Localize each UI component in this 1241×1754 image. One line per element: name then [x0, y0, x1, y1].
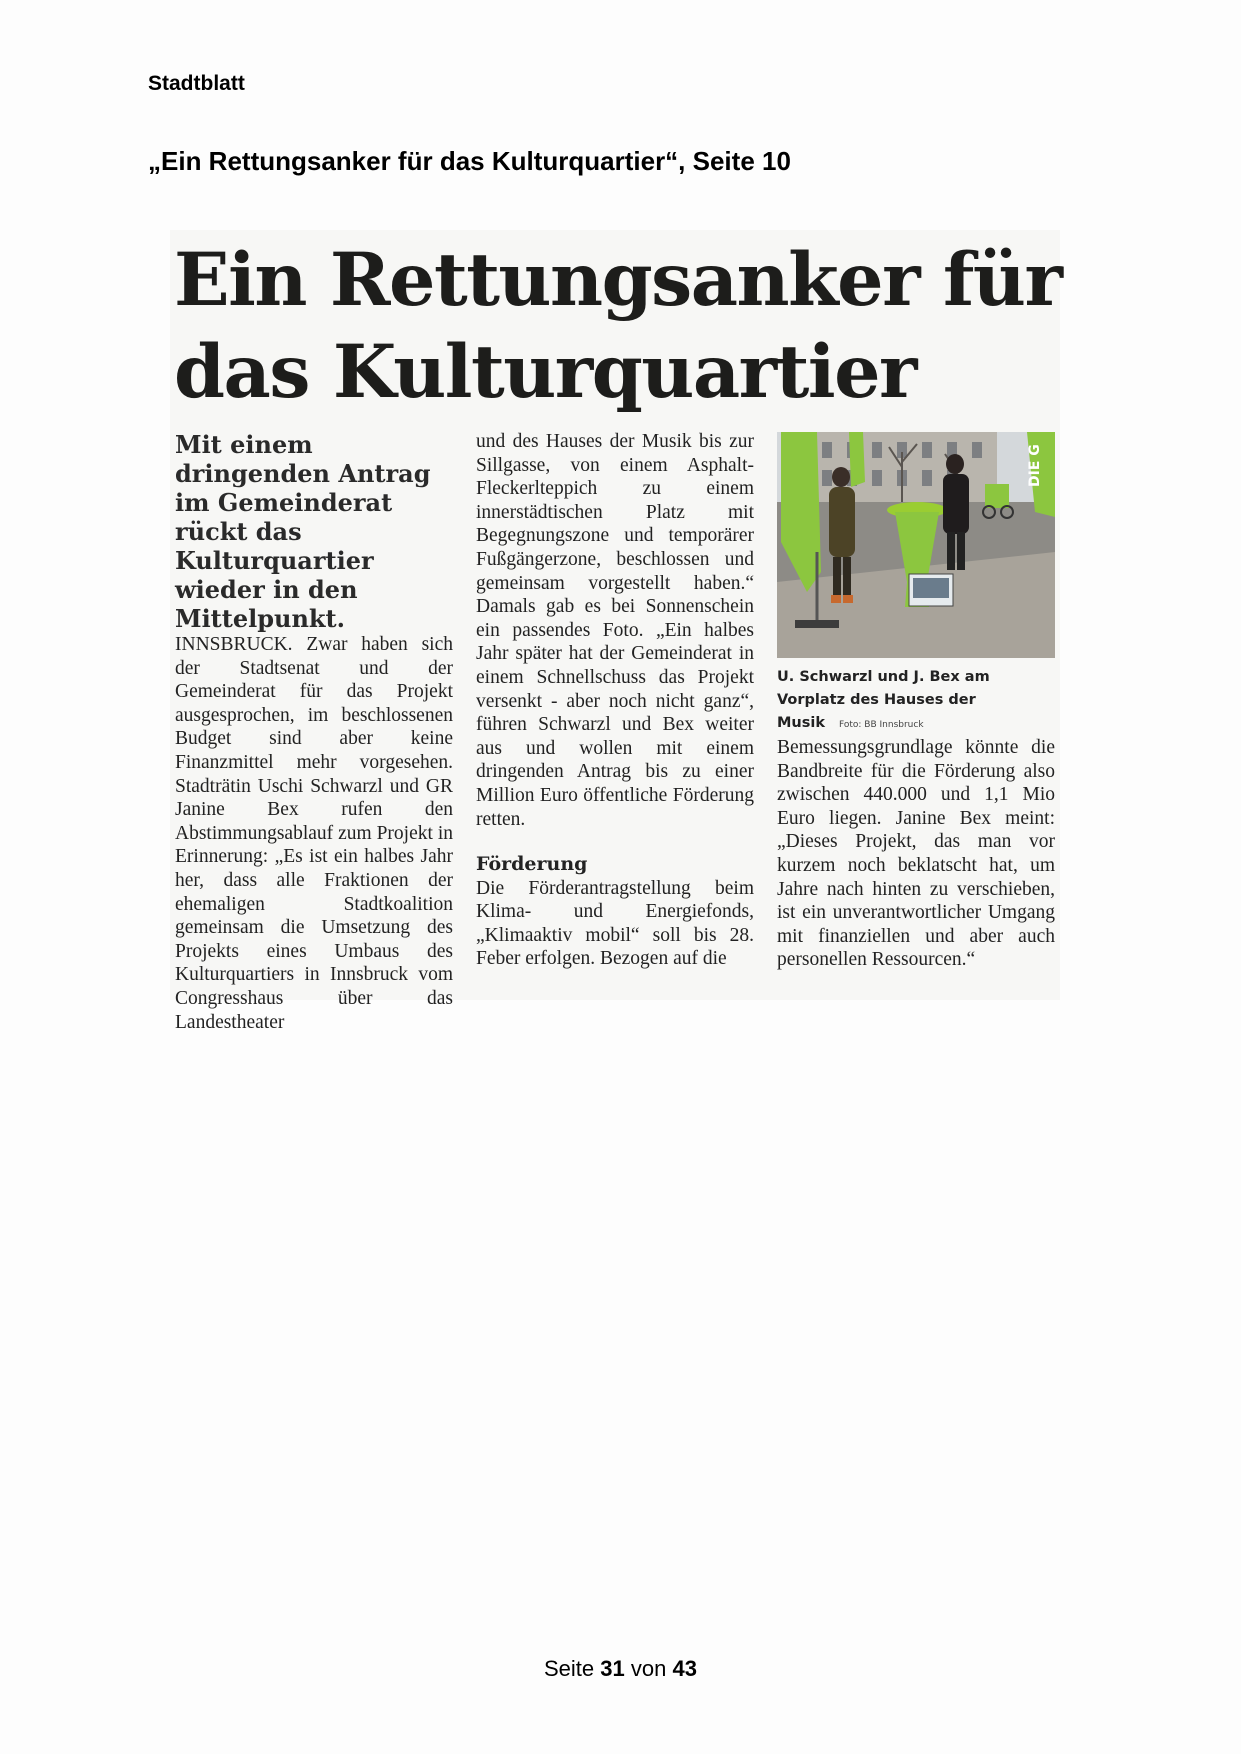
photo-caption — [777, 666, 1055, 737]
total-page-count: 43 — [672, 1656, 697, 1681]
article-body-paragraph: und des Hauses der Musik bis zur Sillgasse, von einem Asphalt-Fleckerlteppich zu einem innerstädtischen Platz mit Begegnungszone und temporärer Fußgängerzone, beschlossen und gemeinsam vorgestellt haben.“ Damals gab es bei Sonnenschein ein passendes Foto. „Ein halbes Jahr später hat der Gemeinderat in einem Schnellschuss das Projekt versenkt - aber noch nicht ganz“, führen Schwarzl und Bex weiter aus und wollen mit einem dringenden Antrag bis zu einer Million Euro öffentliche Förderung retten. — [476, 431, 754, 830]
article-column-1 — [175, 430, 453, 1034]
page-separator: von — [630, 1656, 667, 1681]
banner-text: DIE G — [1027, 444, 1043, 487]
photo-illustration — [777, 432, 1055, 658]
article-headline: Ein Rettungsanker für das Kulturquartier — [174, 237, 1062, 415]
page-footer — [0, 1656, 1241, 1682]
photo-caption-text: U. Schwarzl und J. Bex am Vorplatz des Hauses der Musik — [777, 669, 990, 731]
photo-credit: Foto: BB Innsbruck — [839, 720, 924, 730]
article-column-3 — [777, 736, 1055, 972]
article-subhead: Förderung — [476, 853, 588, 876]
article-body-paragraph: Bemessungsgrundlage könnte die Bandbreite für die Förderung also zwischen 440.000 und 1,1 Mio Euro liegen. Janine Bex meint: „Dieses Projekt, das man vor kurzem noch beklatscht hat, um Jahre nach hinten zu verschieben, ist ein unverantwortlicher Umgang mit finanziellen und aber auch personellen Ressourcen.“ — [777, 737, 1055, 971]
page-prefix: Seite — [544, 1656, 595, 1681]
current-page-number: 31 — [600, 1656, 625, 1681]
article-body-paragraph: Die Förderantragstellung beim Klima- und Energiefonds, „Klimaaktiv mobil“ soll bis 28. Feber erfolgen. Bezogen auf die — [476, 877, 754, 970]
newspaper-clipping — [170, 230, 1062, 1033]
source-title: Stadtblatt — [148, 72, 245, 95]
article-lead: Mit einem dringenden Antrag im Gemeinderat rückt das Kulturquartier wieder in den Mittelpunkt. — [175, 430, 431, 633]
article-column-2 — [476, 430, 754, 971]
article-reference: „Ein Rettungsanker für das Kulturquartier“, Seite 10 — [148, 146, 791, 176]
article-body-paragraph: INNSBRUCK. Zwar haben sich der Stadtsenat und der Gemeinderat für das Projekt ausgesprochen, im beschlossenen Budget sind aber keine Finanzmittel mehr vorgesehen. Stadträtin Uschi Schwarzl und GR Janine Bex rufen den Abstimmungsablauf zum Projekt in Erinnerung: „Es ist ein halbes Jahr her, dass alle Fraktionen der ehemaligen Stadtkoalition gemeinsam die Umsetzung des Projekts eines Umbaus des Kulturquartiers in Innsbruck vom Congresshaus über das Landestheater — [175, 634, 453, 1033]
article-photo — [777, 432, 1055, 658]
